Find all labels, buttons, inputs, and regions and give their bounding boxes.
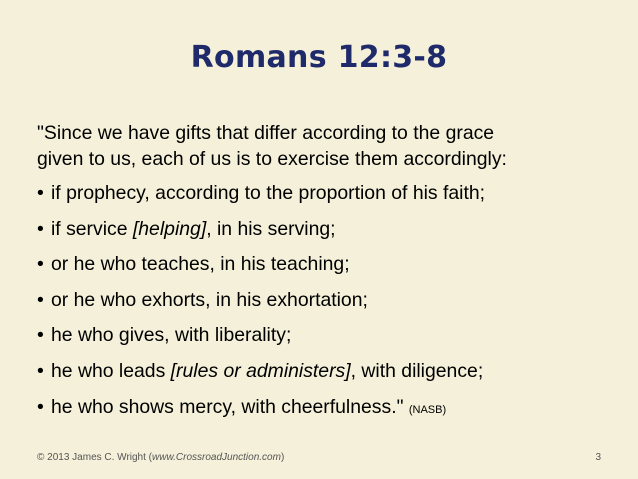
website-text: www.CrossroadJunction.com (152, 452, 281, 463)
slide-body (37, 120, 607, 432)
bullet-text: or he who teaches, in his teaching; (51, 253, 350, 276)
bullet-text: or he who exhorts, in his exhortation; (51, 288, 368, 311)
bullet-icon: • (37, 359, 44, 382)
copyright-footer (37, 452, 284, 463)
bullet-text: he who shows mercy, with cheerfulness." (51, 395, 404, 418)
bullet-item-exhorts (37, 287, 607, 313)
bullet-icon: • (37, 324, 44, 347)
bullet-text: he who gives, with liberality; (51, 324, 292, 347)
slide-title: Romans 12:3-8 (190, 40, 448, 75)
bullet-list (37, 180, 607, 423)
copyright-prefix: © 2013 James C. Wright ( (37, 452, 152, 463)
bullet-text: if prophecy, according to the proportion of his faith; (51, 182, 486, 204)
bullet-item-service (37, 216, 607, 242)
page-number: 3 (595, 452, 601, 463)
intro-line-2: given to us, each of us is to exercise them accordingly: (37, 148, 507, 170)
bullet-item-mercy (37, 394, 607, 423)
bullet-text: he who leads (51, 359, 171, 382)
bullet-emphasis: [helping] (132, 217, 207, 240)
bullet-item-prophecy (37, 180, 607, 206)
bullet-emphasis: [rules or administers] (170, 359, 351, 382)
bullet-icon: • (37, 217, 44, 240)
bullet-text: if service (51, 217, 133, 240)
intro-paragraph (37, 120, 607, 172)
bullet-item-gives (37, 322, 607, 348)
translation-note: (NASB) (408, 403, 447, 416)
bullet-icon: • (37, 253, 44, 276)
bullet-text-end: , with diligence; (350, 359, 484, 382)
bullet-item-teaches (37, 251, 607, 277)
bullet-text-end: , in his serving; (206, 217, 336, 240)
bullet-icon: • (37, 395, 44, 418)
copyright-suffix: ) (280, 452, 285, 463)
bullet-icon: • (37, 182, 44, 204)
bullet-icon: • (37, 288, 44, 311)
intro-line-1: "Since we have gifts that differ according to the grace (37, 122, 495, 144)
bullet-item-leads (37, 358, 607, 384)
